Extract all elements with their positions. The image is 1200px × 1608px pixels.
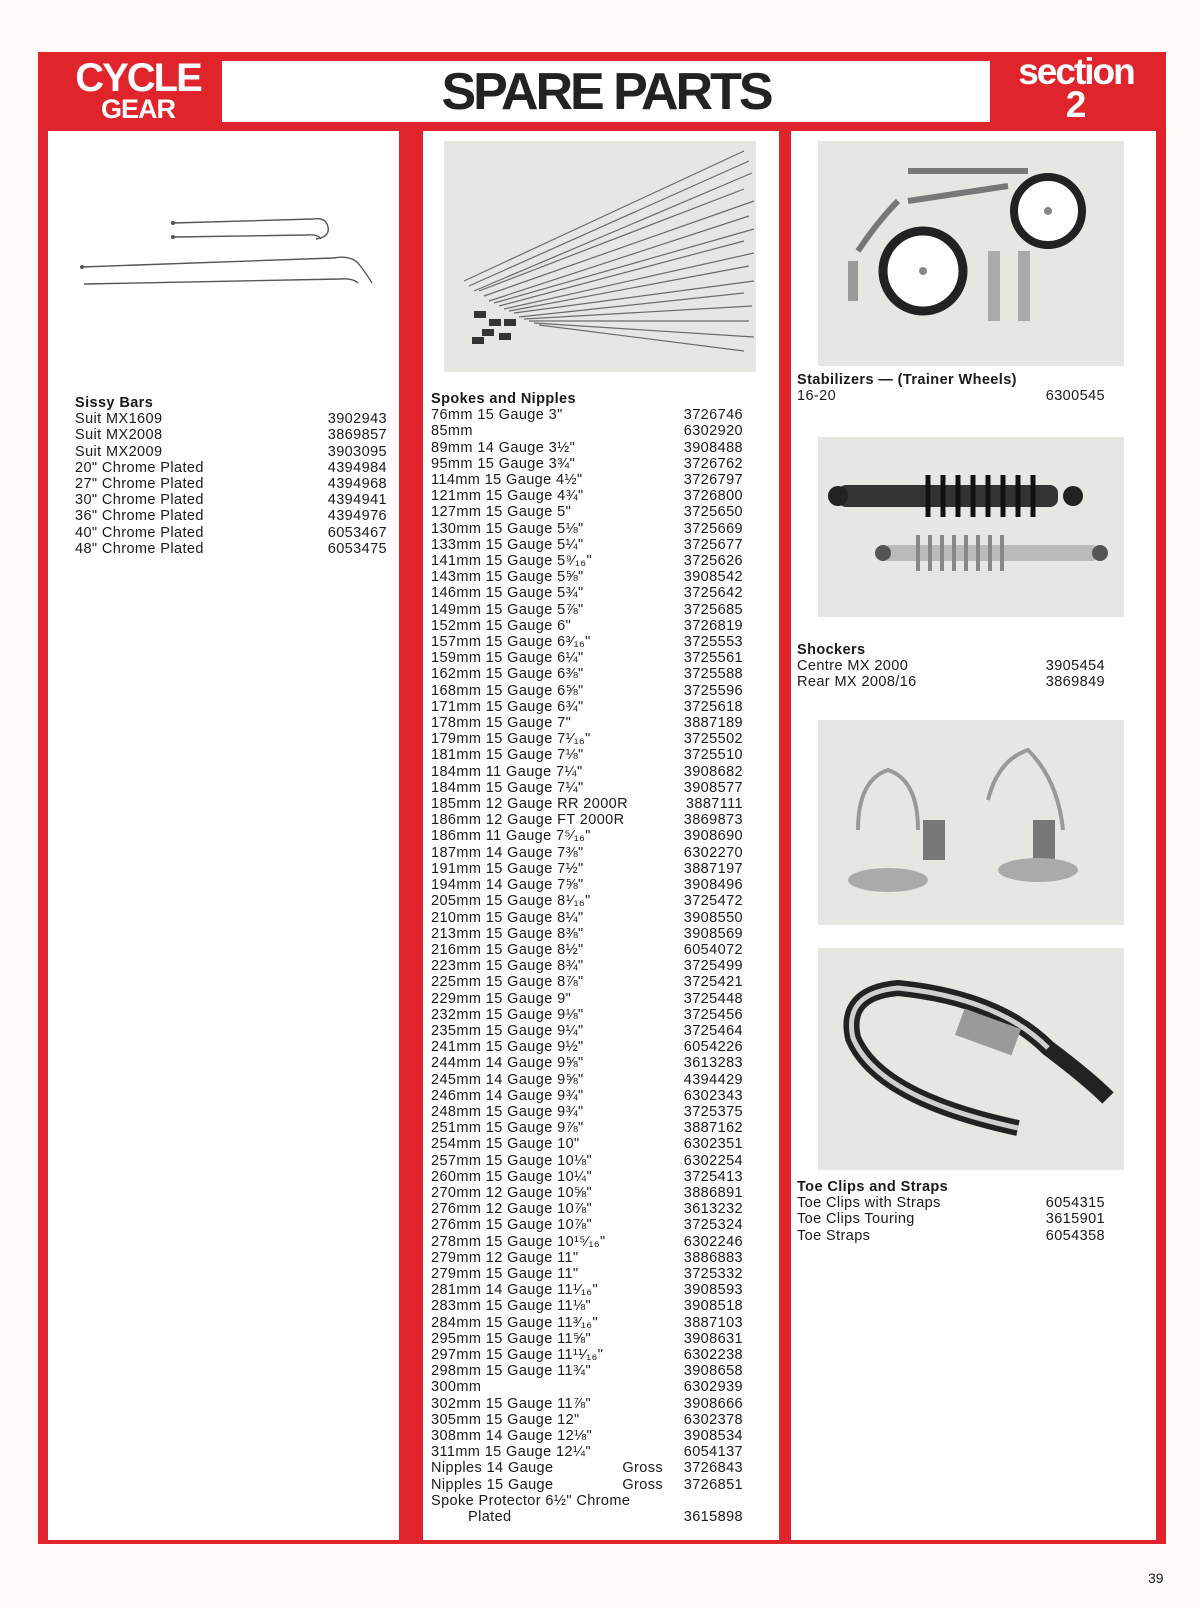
item-name: 133mm 15 Gauge 5¼" [431, 536, 584, 553]
item-code: 3886891 [683, 1184, 743, 1201]
item-code: 3725472 [683, 893, 743, 910]
item-name: 40" Chrome Plated [75, 524, 204, 541]
item-code: 3902943 [327, 411, 387, 428]
item-name: 149mm 15 Gauge 5⅞" [431, 601, 584, 618]
item-name: 171mm 15 Gauge 6¾" [431, 698, 584, 715]
list-item [431, 845, 743, 861]
item-code: 3725332 [683, 1265, 743, 1282]
page-title: SPARE PARTS [441, 62, 771, 121]
item-code: 4394968 [327, 476, 387, 493]
item-code: 3725677 [683, 536, 743, 553]
item-name: 279mm 12 Gauge 11" [431, 1249, 579, 1266]
list-item [431, 958, 743, 974]
item-code: 3726797 [683, 472, 743, 489]
item-name: 213mm 15 Gauge 8⅜" [431, 925, 584, 942]
list-item [431, 812, 743, 828]
item-code: 3908631 [683, 1330, 743, 1347]
item-code: 3908488 [683, 439, 743, 456]
list-item [431, 1169, 743, 1185]
item-name: 185mm 12 Gauge RR 2000R [431, 796, 628, 813]
item-name: 89mm 14 Gauge 3½" [431, 439, 576, 456]
item-name: 146mm 15 Gauge 5¾" [431, 585, 584, 602]
item-name: 191mm 15 Gauge 7½" [431, 860, 584, 877]
item-code: 3725375 [683, 1103, 743, 1120]
item-name: 311mm 15 Gauge 12¼" [431, 1444, 591, 1461]
list-item [431, 1266, 743, 1282]
item-name: 276mm 15 Gauge 10⅞" [431, 1217, 593, 1234]
item-name: 246mm 14 Gauge 9¾" [431, 1087, 584, 1104]
item-code: 3725618 [683, 698, 743, 715]
list-item [431, 666, 743, 682]
item-code: 6302378 [683, 1411, 743, 1428]
list-item [431, 1039, 743, 1055]
item-code: 3725642 [683, 585, 743, 602]
list-item [431, 764, 743, 780]
item-name: 205mm 15 Gauge 8¹⁄₁₆" [431, 893, 591, 910]
item-name: 186mm 11 Gauge 7⁵⁄₁₆" [431, 828, 591, 845]
item-code: 3908542 [683, 569, 743, 586]
item-code: 3725413 [683, 1168, 743, 1185]
item-name: 225mm 15 Gauge 8⅞" [431, 974, 584, 991]
list-item [431, 504, 743, 520]
item-code: 3869849 [1045, 674, 1105, 691]
stabilizers-photo [818, 141, 1124, 366]
item-code: 3725685 [683, 601, 743, 618]
item-name: 141mm 15 Gauge 5⁹⁄₁₆" [431, 553, 593, 570]
stabilizers-list [797, 372, 1105, 404]
list-item [431, 423, 743, 439]
item-code: 6302270 [683, 844, 743, 861]
list-item [431, 456, 743, 472]
brand-line2: GEAR [100, 94, 175, 124]
sissy-bars-illustration [78, 201, 388, 301]
list-item [431, 1217, 743, 1233]
list-item [431, 1055, 743, 1071]
item-name: 178mm 15 Gauge 7" [431, 715, 572, 732]
item-name: 184mm 15 Gauge 7¼" [431, 779, 584, 796]
item-code: 3887162 [683, 1120, 743, 1137]
list-item [431, 699, 743, 715]
item-code: 3908496 [683, 877, 743, 894]
list-item [431, 683, 743, 699]
item-name: 235mm 15 Gauge 9¼" [431, 1022, 584, 1039]
item-code: 6300545 [1045, 388, 1105, 405]
item-name: 30" Chrome Plated [75, 492, 204, 509]
section-label [996, 51, 1156, 131]
item-code: 3615901 [1045, 1211, 1105, 1228]
list-item [431, 715, 743, 731]
list-item [431, 1493, 743, 1509]
item-code: 6302343 [683, 1087, 743, 1104]
item-code: 4394941 [327, 492, 387, 509]
item-name: Toe Clips with Straps [797, 1195, 941, 1212]
shockers-heading: Shockers [797, 642, 866, 658]
item-code: 3908518 [683, 1298, 743, 1315]
item-code: 6054315 [1045, 1195, 1105, 1212]
list-item [431, 1088, 743, 1104]
item-code: 3613232 [683, 1201, 743, 1218]
item-code: 3725324 [683, 1217, 743, 1234]
list-item [797, 1228, 1105, 1244]
item-code: 6302939 [683, 1379, 743, 1396]
item-name: 302mm 15 Gauge 11⅞" [431, 1395, 591, 1412]
item-code: 6054358 [1045, 1227, 1105, 1244]
list-item [797, 658, 1105, 674]
toe-clips-list [797, 1179, 1105, 1244]
sissy-bars-heading: Sissy Bars [75, 395, 154, 411]
list-item [431, 440, 743, 456]
item-code: 3887197 [683, 860, 743, 877]
item-code: 3726819 [683, 617, 743, 634]
item-name: 295mm 15 Gauge 11⅝" [431, 1330, 591, 1347]
item-code: 3869857 [327, 427, 387, 444]
shockers-photo [818, 437, 1124, 617]
item-code: 6054226 [683, 1039, 743, 1056]
item-code: 3908550 [683, 909, 743, 926]
list-item [431, 991, 743, 1007]
list-item [431, 521, 743, 537]
list-item [431, 1201, 743, 1217]
item-name: 260mm 15 Gauge 10¼" [431, 1168, 593, 1185]
item-code: 3725448 [683, 990, 743, 1007]
item-code: 3725626 [683, 553, 743, 570]
list-item [431, 650, 743, 666]
list-item [431, 910, 743, 926]
item-code: 3725502 [683, 731, 743, 748]
item-name: 162mm 15 Gauge 6⅜" [431, 666, 584, 683]
item-name: 194mm 14 Gauge 7⅝" [431, 877, 584, 894]
item-name: 186mm 12 Gauge FT 2000R [431, 812, 625, 829]
item-name: 229mm 15 Gauge 9" [431, 990, 572, 1007]
item-name: 95mm 15 Gauge 3¾" [431, 455, 576, 472]
item-name: 16-20 [797, 388, 837, 405]
item-name: 216mm 15 Gauge 8½" [431, 941, 584, 958]
list-item [431, 472, 743, 488]
item-name: 248mm 15 Gauge 9¾" [431, 1103, 584, 1120]
item-name: 187mm 14 Gauge 7⅜" [431, 844, 584, 861]
list-item [431, 407, 743, 423]
list-item [431, 1331, 743, 1347]
item-code: 3726746 [683, 407, 743, 424]
list-item [75, 427, 387, 443]
list-item [431, 1072, 743, 1088]
item-name: 278mm 15 Gauge 10¹⁵⁄₁₆" [431, 1233, 606, 1250]
list-item [75, 525, 387, 541]
item-name: Toe Straps [797, 1227, 871, 1244]
item-name: 127mm 15 Gauge 5" [431, 504, 572, 521]
item-name: Spoke Protector 6½" Chrome [431, 1492, 631, 1509]
list-item [431, 602, 743, 618]
spokes-photo [444, 141, 756, 372]
item-unit: Gross [622, 1476, 663, 1493]
item-name: 121mm 15 Gauge 4¾" [431, 488, 584, 505]
list-item [431, 488, 743, 504]
stabilizers-heading: Stabilizers — (Trainer Wheels) [797, 372, 1017, 388]
list-item [431, 1153, 743, 1169]
item-code: 3725650 [683, 504, 743, 521]
list-item [431, 1428, 743, 1444]
list-item [75, 411, 387, 427]
spokes-heading: Spokes and Nipples [431, 391, 576, 407]
column-spokes [423, 131, 779, 1540]
toe-straps-photo [818, 948, 1124, 1170]
item-code: 3905454 [1045, 658, 1105, 675]
item-code: 4394429 [683, 1071, 743, 1088]
list-item [75, 460, 387, 476]
shockers-list [797, 642, 1105, 691]
list-item [431, 1363, 743, 1379]
item-name: 114mm 15 Gauge 4½" [431, 472, 583, 489]
list-item [797, 1211, 1105, 1227]
list-item [75, 492, 387, 508]
list-item [797, 1195, 1105, 1211]
column-sissy-bars [48, 131, 399, 1540]
page-number: 39 [1148, 1570, 1164, 1586]
item-code: 3887111 [685, 796, 743, 813]
list-item [431, 1023, 743, 1039]
item-name: Nipples 15 Gauge [431, 1476, 554, 1493]
list-item [431, 1234, 743, 1250]
item-name: 270mm 12 Gauge 10⅝" [431, 1184, 593, 1201]
item-name: Toe Clips Touring [797, 1211, 915, 1228]
item-code: 3887103 [683, 1314, 743, 1331]
item-name: 232mm 15 Gauge 9⅛" [431, 1006, 584, 1023]
list-item [431, 537, 743, 553]
item-name: 283mm 15 Gauge 11⅛" [431, 1298, 591, 1315]
item-name: 48" Chrome Plated [75, 540, 204, 557]
list-item [431, 926, 743, 942]
item-code: 3725499 [683, 958, 743, 975]
item-code: 3726851 [683, 1476, 743, 1493]
item-code: 3908682 [683, 763, 743, 780]
list-item [431, 553, 743, 569]
item-name: 251mm 15 Gauge 9⅞" [431, 1120, 584, 1137]
item-code: 3725553 [683, 634, 743, 651]
item-code: 3725669 [683, 520, 743, 537]
brand-line1: CYCLE [75, 56, 201, 100]
item-name: 179mm 15 Gauge 7¹⁄₁₆" [431, 731, 591, 748]
item-name: 297mm 15 Gauge 11¹¹⁄₁₆" [431, 1346, 604, 1363]
list-item [431, 1282, 743, 1298]
item-name: 300mm [431, 1379, 482, 1396]
item-name: 279mm 15 Gauge 11" [431, 1265, 579, 1282]
item-name: 210mm 15 Gauge 8¼" [431, 909, 584, 926]
item-code: 3903095 [327, 443, 387, 460]
item-name: 305mm 15 Gauge 12" [431, 1411, 580, 1428]
item-code: 6302351 [683, 1136, 743, 1153]
toe-clips-photo [818, 720, 1124, 925]
item-name: 244mm 14 Gauge 9⅝" [431, 1055, 584, 1072]
list-item [431, 828, 743, 844]
list-item [75, 444, 387, 460]
item-code: 3908534 [683, 1428, 743, 1444]
item-name: Suit MX2008 [75, 427, 163, 444]
item-name: 157mm 15 Gauge 6³⁄₁₆" [431, 634, 591, 651]
item-name: 130mm 15 Gauge 5⅛" [431, 520, 584, 537]
item-name: 85mm [431, 423, 473, 440]
item-code: 4394976 [327, 508, 387, 525]
list-item [431, 1396, 743, 1412]
item-name: 184mm 11 Gauge 7¼" [431, 763, 583, 780]
item-name: 76mm 15 Gauge 3" [431, 407, 563, 424]
item-code: 3908577 [683, 779, 743, 796]
item-code: 6302254 [683, 1152, 743, 1169]
list-item [431, 1250, 743, 1266]
list-item [431, 1104, 743, 1120]
item-code: 6053467 [327, 524, 387, 541]
item-code: 6054137 [683, 1444, 743, 1461]
list-item [431, 1509, 743, 1525]
item-name: Plated [468, 1509, 512, 1526]
list-item [431, 861, 743, 877]
item-code: 3725421 [683, 974, 743, 991]
item-code: 3869873 [683, 812, 743, 829]
item-code: 3908569 [683, 925, 743, 942]
item-name: 241mm 15 Gauge 9½" [431, 1039, 584, 1056]
item-name: 181mm 15 Gauge 7⅛" [431, 747, 584, 764]
item-code: 3887189 [683, 715, 743, 732]
item-name: 152mm 15 Gauge 6" [431, 617, 572, 634]
list-item [75, 476, 387, 492]
item-code: 3725464 [683, 1022, 743, 1039]
list-item [431, 1444, 743, 1460]
list-item [431, 1120, 743, 1136]
column-accessories [791, 131, 1156, 1540]
item-name: Suit MX2009 [75, 443, 163, 460]
item-code: 6053475 [327, 540, 387, 557]
list-item [431, 877, 743, 893]
list-item [431, 1347, 743, 1363]
item-code: 3725588 [683, 666, 743, 683]
section-word: section [1018, 51, 1134, 92]
item-code: 3725596 [683, 682, 743, 699]
list-item [431, 942, 743, 958]
item-code: 6302246 [683, 1233, 743, 1250]
item-name: 20" Chrome Plated [75, 459, 204, 476]
item-code: 6054072 [683, 941, 743, 958]
item-code: 3886883 [683, 1249, 743, 1266]
list-item [431, 747, 743, 763]
list-item [431, 1315, 743, 1331]
item-name: 276mm 12 Gauge 10⅞" [431, 1201, 593, 1218]
item-name: Nipples 14 Gauge [431, 1460, 554, 1477]
item-name: 168mm 15 Gauge 6⅝" [431, 682, 584, 699]
item-code: 3725456 [683, 1006, 743, 1023]
list-item [431, 893, 743, 909]
list-item [75, 508, 387, 524]
item-code: 3613283 [683, 1055, 743, 1072]
list-item [431, 1460, 743, 1476]
item-name: Rear MX 2008/16 [797, 674, 917, 691]
item-name: 159mm 15 Gauge 6¼" [431, 650, 584, 667]
item-code: 3908658 [683, 1363, 743, 1380]
item-code: 3726843 [683, 1460, 743, 1477]
item-name: 254mm 15 Gauge 10" [431, 1136, 580, 1153]
list-item [431, 1412, 743, 1428]
list-item [431, 731, 743, 747]
list-item [797, 674, 1105, 690]
sissy-bars-list [75, 395, 387, 557]
list-item [431, 1477, 743, 1493]
list-item [431, 1298, 743, 1314]
item-name: 36" Chrome Plated [75, 508, 204, 525]
item-name: 257mm 15 Gauge 10⅛" [431, 1152, 593, 1169]
item-name: 284mm 15 Gauge 11³⁄₁₆" [431, 1314, 599, 1331]
spokes-list [431, 391, 743, 1525]
section-number: 2 [1065, 84, 1087, 126]
item-code: 4394984 [327, 459, 387, 476]
item-code: 3908690 [683, 828, 743, 845]
item-name: 308mm 14 Gauge 12⅛" [431, 1428, 593, 1444]
item-name: 223mm 15 Gauge 8¾" [431, 958, 584, 975]
item-name: 281mm 14 Gauge 11¹⁄₁₆" [431, 1282, 599, 1299]
item-code: 3908593 [683, 1282, 743, 1299]
page-title-box [222, 61, 990, 122]
item-name: 245mm 14 Gauge 9⅝" [431, 1071, 584, 1088]
item-code: 6302238 [683, 1346, 743, 1363]
item-code: 3726800 [683, 488, 743, 505]
item-name: 27" Chrome Plated [75, 476, 204, 493]
list-item [431, 1185, 743, 1201]
item-name: 298mm 15 Gauge 11¾" [431, 1363, 591, 1380]
item-name: Centre MX 2000 [797, 658, 909, 675]
list-item [431, 634, 743, 650]
list-item [431, 974, 743, 990]
item-code: 3615898 [683, 1509, 743, 1526]
item-code: 3726762 [683, 455, 743, 472]
list-item [431, 1136, 743, 1152]
item-code: 3908666 [683, 1395, 743, 1412]
list-item [431, 1007, 743, 1023]
list-item [431, 569, 743, 585]
item-code: 3725510 [683, 747, 743, 764]
cycle-gear-logo [64, 58, 212, 128]
list-item [431, 796, 743, 812]
list-item [431, 618, 743, 634]
item-unit: Gross [622, 1460, 663, 1477]
toe-clips-heading: Toe Clips and Straps [797, 1179, 949, 1195]
item-name: Suit MX1609 [75, 411, 163, 428]
list-item [431, 780, 743, 796]
item-name: 143mm 15 Gauge 5⅝" [431, 569, 584, 586]
list-item [797, 388, 1105, 404]
list-item [75, 541, 387, 557]
list-item [431, 585, 743, 601]
item-code: 6302920 [683, 423, 743, 440]
list-item [431, 1379, 743, 1395]
item-code: 3725561 [683, 650, 743, 667]
